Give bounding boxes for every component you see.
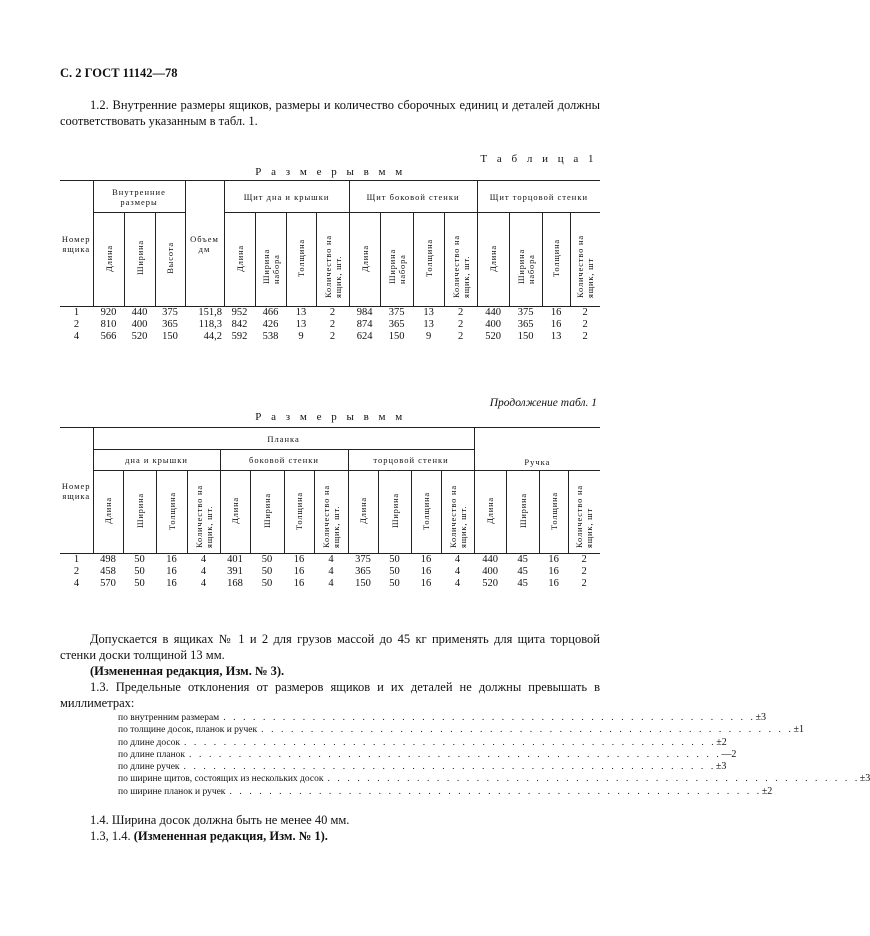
table-cell: 2 xyxy=(329,319,336,330)
table-cell: 16 xyxy=(293,566,305,577)
tolerance-value: —2 xyxy=(721,748,737,760)
table-cell: 150 xyxy=(162,331,178,342)
table-cell: 4 xyxy=(454,554,461,565)
sub-header-qty: Количество на ящик, шт. xyxy=(321,484,341,548)
table-cell: 45 xyxy=(517,554,528,565)
sub-header-width: Ширина xyxy=(134,492,145,529)
table-cell: 16 xyxy=(293,578,305,589)
sub-header-thickness: Толщина xyxy=(296,239,307,277)
table-cell: 365 xyxy=(162,319,178,330)
table-cell: 50 xyxy=(261,566,273,577)
tolerance-list xyxy=(118,712,870,798)
table-cell: 16 xyxy=(166,554,177,565)
table-cell: 842 xyxy=(231,319,248,330)
sub-header-qty: Количество на ящик, шт. xyxy=(447,484,468,548)
tolerance-label: по длине досок xyxy=(118,737,180,748)
sub-header-thickness: Толщина xyxy=(548,491,559,530)
sub-header-qty-handle: Количество на ящик, шт xyxy=(574,484,595,548)
table-cell: 2 xyxy=(329,331,336,342)
table-cell: 4 xyxy=(454,578,461,589)
table-cell: 50 xyxy=(261,554,273,565)
sub-header-qty: Количество на ящик, шт. xyxy=(450,235,471,298)
table-cell: 4 xyxy=(73,578,80,589)
table-cell: 16 xyxy=(166,566,177,577)
sub-header-thickness: Толщина xyxy=(551,239,562,277)
sub-header-qty: Количество на ящик, шт. xyxy=(193,484,214,548)
table-cell: 4 xyxy=(328,566,334,577)
table-cell: 16 xyxy=(550,307,562,318)
tolerance-value: ±1 xyxy=(793,724,804,736)
table-row xyxy=(60,554,600,567)
table2-units: Р а з м е р ы в м м xyxy=(255,411,406,423)
table-cell: 401 xyxy=(227,554,243,565)
sub-header-thickness: Толщина xyxy=(294,491,304,530)
table-cell: 4 xyxy=(200,578,207,589)
table-cell: 566 xyxy=(100,331,117,342)
tolerance-label: по ширине планок и ручек xyxy=(118,786,226,797)
table-row xyxy=(60,319,600,331)
table-cell: 952 xyxy=(231,307,248,318)
table-cell: 375 xyxy=(517,307,534,318)
table-cell: 16 xyxy=(420,566,432,577)
sub-header-qty-end: Количество на ящик, шт xyxy=(575,235,596,298)
table-cell: 4 xyxy=(328,578,334,589)
table-cell: 498 xyxy=(100,554,116,565)
paragraph-1-2: 1.2. Внутренние размеры ящиков, размеры и количество сборочных единиц и деталей должны соответствовать указанным в табл. 1. xyxy=(60,98,600,128)
table-cell: 520 xyxy=(482,578,498,589)
table-cell: 50 xyxy=(134,566,145,577)
table-cell: 592 xyxy=(231,331,248,342)
table-cell: 2 xyxy=(581,578,587,589)
table-cell: 16 xyxy=(420,578,432,589)
table-cell: 13 xyxy=(423,307,434,318)
table2-label: Продолжение табл. 1 xyxy=(489,397,597,409)
table-cell: 538 xyxy=(262,331,279,342)
table-cell: 9 xyxy=(298,331,304,342)
table-cell: 400 xyxy=(482,566,498,577)
sub-header-thickness: Толщина xyxy=(421,491,431,530)
table-cell: 466 xyxy=(262,307,279,318)
sub-header-length: Длина xyxy=(485,497,496,524)
table-cell: 118,3 xyxy=(198,319,223,330)
table-row xyxy=(60,578,600,590)
table2-body xyxy=(60,554,600,591)
sub-header-length: Длина xyxy=(359,244,370,272)
table-cell: 44,2 xyxy=(203,331,223,342)
group-header-inner: Внутренние размеры xyxy=(93,181,185,213)
table-cell: 400 xyxy=(485,319,501,330)
table-cell: 440 xyxy=(482,554,498,565)
table-cell: 150 xyxy=(517,331,534,342)
table-row xyxy=(60,307,600,320)
table-cell: 50 xyxy=(389,578,400,589)
table1-units: Р а з м е р ы в м м xyxy=(255,166,406,178)
table-cell: 2 xyxy=(582,331,588,342)
table-cell: 440 xyxy=(131,307,148,318)
table-cell: 4 xyxy=(73,331,80,342)
sub-group-side: боковой стенки xyxy=(220,450,348,471)
table-cell: 874 xyxy=(356,319,373,330)
table-cell: 9 xyxy=(425,331,432,342)
sub-header-length: Длина xyxy=(234,244,245,272)
table-cell: 2 xyxy=(457,331,464,342)
sub-header-thickness: Толщина xyxy=(166,491,177,530)
tolerance-value: ±3 xyxy=(859,773,870,785)
note-paragraph: Допускается в ящиках № 1 и 2 для грузов массой до 45 кг применять для щита торцовой стенки доски толщиной 13 мм. xyxy=(60,632,600,662)
group-header-bottom: Щит дна и крышки xyxy=(224,181,349,213)
sub-header-width: Ширина xyxy=(389,492,400,529)
table1-body xyxy=(60,307,600,344)
sub-header-length: Длина xyxy=(230,497,240,524)
table-cell: 365 xyxy=(355,566,371,577)
sub-header-width: Ширина xyxy=(262,492,272,529)
table-cell: 13 xyxy=(295,307,307,318)
tolerance-label: по длине планок xyxy=(118,749,186,760)
table-cell: 2 xyxy=(581,566,587,577)
list-item: по длине досок . . . . . . . . . . . . . . . . . . . . . . . . . . . . . . . . . . . . . . . . . . . . . . . . . . . . . . ±2 xyxy=(118,736,727,748)
paragraph-1-3: 1.3. Предельные отклонения от размеров ящиков и их деталей не должны превышать в миллиметрах: xyxy=(60,680,600,710)
table-cell: 4 xyxy=(200,554,207,565)
table-cell: 16 xyxy=(548,554,559,565)
table-cell: 365 xyxy=(388,319,405,330)
table-cell: 2 xyxy=(73,566,80,577)
sub-header-length: Длина xyxy=(488,244,499,272)
table-cell: 13 xyxy=(295,319,307,330)
sub-group-bottom: дна и крышки xyxy=(93,450,220,471)
table-cell: 2 xyxy=(582,307,588,318)
edition-note-1 xyxy=(90,828,600,844)
edition-note-prefix: 1.3, 1.4. xyxy=(90,829,131,843)
paragraph-1-4: 1.4. Ширина досок должна быть не менее 40 мм. xyxy=(90,813,350,827)
table-cell: 16 xyxy=(550,319,562,330)
table-cell: 151,8 xyxy=(198,307,223,318)
sub-header-width-set: Ширина набора xyxy=(260,248,281,284)
table-cell: 16 xyxy=(293,554,305,565)
table-cell: 375 xyxy=(388,307,405,318)
table-cell: 570 xyxy=(100,578,116,589)
table-cell: 2 xyxy=(329,307,336,318)
table-cell: 16 xyxy=(166,578,177,589)
sub-header-length: Длина xyxy=(103,497,113,524)
col-header-number: Номер ящика xyxy=(60,428,93,554)
sub-header-width-set: Ширина набора xyxy=(515,248,536,284)
sub-group-end: торцовой стенки xyxy=(348,450,474,471)
sub-header-thickness: Толщина xyxy=(423,239,434,277)
list-item: по ширине щитов, состоящих из нескольких досок . . . . . . . . . . . . . . . . . . . . . . . . . . . . . . . . . . . . . . . . . . . . . . . . . . . . . . ±3 xyxy=(118,773,870,785)
table-cell: 13 xyxy=(550,331,562,342)
table-cell: 920 xyxy=(100,307,117,318)
list-item: по толщине досок, планок и ручек . . . . . . . . . . . . . . . . . . . . . . . . . . . . . . . . . . . . . . . . . . . . . . . . . . . . . . ±1 xyxy=(118,724,804,736)
sub-header-length: Длина xyxy=(103,244,114,272)
table-cell: 400 xyxy=(131,319,148,330)
tolerance-label: по длине ручек xyxy=(118,762,180,773)
table-cell: 16 xyxy=(548,566,559,577)
table-cell: 4 xyxy=(454,566,461,577)
table-cell: 45 xyxy=(517,566,528,577)
table-cell: 2 xyxy=(581,554,587,565)
table-cell: 520 xyxy=(485,331,501,342)
page-header: С. 2 ГОСТ 11142—78 xyxy=(60,66,178,80)
table-cell: 50 xyxy=(134,578,145,589)
table-cell: 16 xyxy=(548,578,559,589)
table-cell: 2 xyxy=(457,319,464,330)
sub-header-width: Ширина xyxy=(517,492,528,529)
table-2 xyxy=(60,427,600,590)
table-cell: 375 xyxy=(355,554,371,565)
table-cell: 440 xyxy=(485,307,501,318)
group-header-plank: Планка xyxy=(93,428,474,450)
list-item: по длине планок . . . . . . . . . . . . . . . . . . . . . . . . . . . . . . . . . . . . . . . . . . . . . . . . . . . . . . —2 xyxy=(118,748,737,760)
table-cell: 13 xyxy=(423,319,434,330)
sub-header-length: Длина xyxy=(358,497,368,524)
group-header-side: Щит боковой стенки xyxy=(349,181,477,213)
table-cell: 168 xyxy=(227,578,243,589)
table-cell: 45 xyxy=(517,578,528,589)
table1-label: Т а б л и ц а 1 xyxy=(480,153,597,165)
table-cell: 2 xyxy=(73,319,80,330)
table-cell: 4 xyxy=(200,566,207,577)
table-cell: 520 xyxy=(131,331,148,342)
table-cell: 50 xyxy=(389,566,400,577)
table-cell: 624 xyxy=(356,331,373,342)
col-header-number: Номер ящика xyxy=(60,181,93,307)
edition-note-text: (Измененная редакция, Изм. № 1). xyxy=(133,829,328,843)
tolerance-value: ±3 xyxy=(755,712,767,723)
table-cell: 2 xyxy=(582,319,588,330)
tolerance-value: ±3 xyxy=(715,761,727,773)
table-cell: 50 xyxy=(134,554,145,565)
group-header-end: Щит торцовой стенки xyxy=(477,181,600,213)
edition-note-3: (Измененная редакция, Изм. № 3). xyxy=(90,664,285,678)
list-item: по длине ручек . . . . . . . . . . . . . . . . . . . . . . . . . . . . . . . . . . . . . . . . . . . . . . . . . . . . . . ±3 xyxy=(118,761,727,773)
tolerance-value: ±2 xyxy=(716,736,727,748)
table-cell: 4 xyxy=(328,554,334,565)
table-row xyxy=(60,566,600,578)
table-cell: 150 xyxy=(355,578,371,589)
sub-header-width: Ширина xyxy=(134,240,145,276)
sub-header-width-set: Ширина набора xyxy=(386,248,407,284)
list-item: по внутренним размерам . . . . . . . . . . . . . . . . . . . . . . . . . . . . . . . . . . . . . . . . . . . . . . . . . . . . . . ±3 xyxy=(118,712,767,723)
table-cell: 50 xyxy=(261,578,273,589)
tolerance-label: по толщине досок, планок и ручек xyxy=(118,725,258,736)
table-cell: 2 xyxy=(457,307,464,318)
table-cell: 150 xyxy=(388,331,405,342)
table-cell: 458 xyxy=(100,566,116,577)
table-cell: 1 xyxy=(73,554,80,565)
col-header-volume: Объем дм xyxy=(185,181,224,307)
tolerance-value: ±2 xyxy=(761,785,773,797)
table-cell: 810 xyxy=(100,319,117,330)
table-row xyxy=(60,331,600,343)
sub-header-qty: Количество на ящик, шт. xyxy=(322,235,343,298)
tolerance-label: по внутренним размерам xyxy=(118,713,220,723)
table-cell: 426 xyxy=(262,319,279,330)
table-cell: 16 xyxy=(420,554,432,565)
table-cell: 984 xyxy=(356,307,373,318)
table-cell: 375 xyxy=(162,307,178,318)
table-cell: 1 xyxy=(73,307,80,318)
sub-header-height: Высота xyxy=(165,242,176,274)
table-cell: 365 xyxy=(517,319,534,330)
list-item: по ширине планок и ручек . . . . . . . . . . . . . . . . . . . . . . . . . . . . . . . . . . . . . . . . . . . . . . . . . . . . . . ±2 xyxy=(118,785,773,797)
table-cell: 391 xyxy=(227,566,243,577)
table-cell: 50 xyxy=(389,554,400,565)
table-1 xyxy=(60,180,600,343)
group-header-handle: Ручка xyxy=(474,428,600,471)
tolerance-label: по ширине щитов, состоящих из нескольких досок xyxy=(118,774,324,785)
